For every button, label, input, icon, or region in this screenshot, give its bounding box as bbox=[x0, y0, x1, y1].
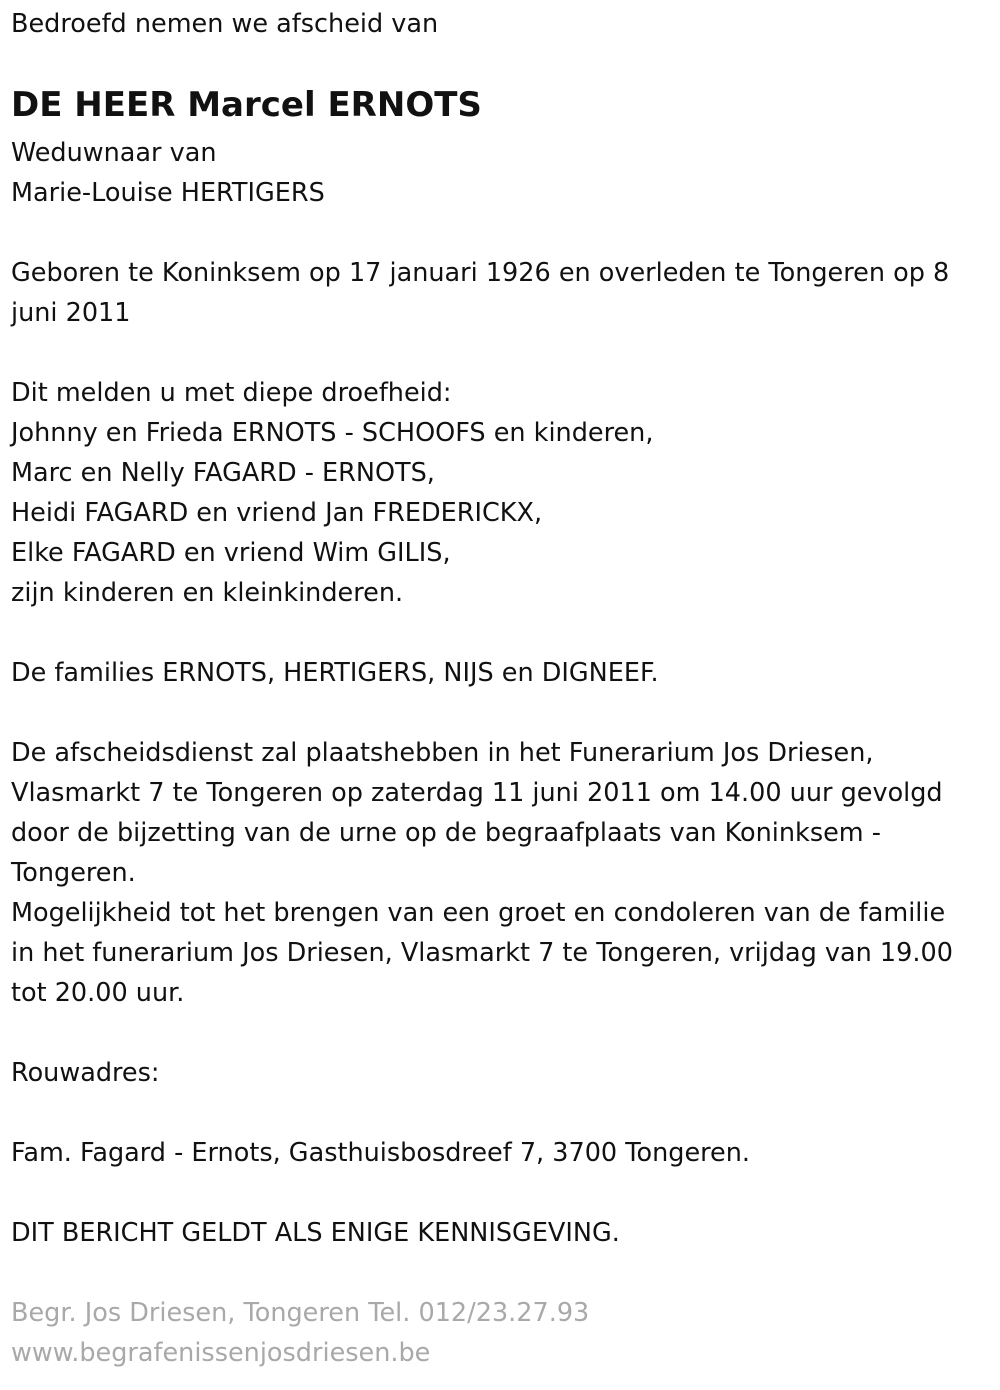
website-link[interactable]: www.begrafenissenjosdriesen.be bbox=[11, 1338, 431, 1368]
service-line: Vlasmarkt 7 te Tongeren op zaterdag 11 juni 2011 om 14.00 uur gevolgd bbox=[11, 778, 943, 808]
mourner-line: Marc en Nelly FAGARD - ERNOTS, bbox=[11, 458, 435, 488]
spouse-name: Marie-Louise HERTIGERS bbox=[11, 178, 325, 208]
mourner-line: Johnny en Frieda ERNOTS - SCHOOFS en kinderen, bbox=[11, 418, 654, 448]
service-line: tot 20.00 uur. bbox=[11, 978, 185, 1008]
families-text: De families ERNOTS, HERTIGERS, NIJS en DIGNEEF. bbox=[11, 658, 659, 688]
service-line: Tongeren. bbox=[11, 858, 136, 888]
mourner-line: Elke FAGARD en vriend Wim GILIS, bbox=[11, 538, 451, 568]
service-line: in het funerarium Jos Driesen, Vlasmarkt 7 te Tongeren, vrijdag van 19.00 bbox=[11, 938, 953, 968]
spouse-label: Weduwnaar van bbox=[11, 138, 217, 168]
notice-text: DIT BERICHT GELDT ALS ENIGE KENNISGEVING. bbox=[11, 1218, 620, 1248]
intro-text: Bedroefd nemen we afscheid van bbox=[11, 9, 439, 39]
birth-death-line-2: juni 2011 bbox=[11, 298, 131, 328]
deceased-name: DE HEER Marcel ERNOTS bbox=[11, 85, 482, 125]
service-line: door de bijzetting van de urne op de begraafplaats van Koninksem - bbox=[11, 818, 881, 848]
mourner-line: Heidi FAGARD en vriend Jan FREDERICKX, bbox=[11, 498, 543, 528]
address-value: Fam. Fagard - Ernots, Gasthuisbosdreef 7, 3700 Tongeren. bbox=[11, 1138, 751, 1168]
address-label: Rouwadres: bbox=[11, 1058, 160, 1088]
service-line: Mogelijkheid tot het brengen van een groet en condoleren van de familie bbox=[11, 898, 946, 928]
birth-death-line-1: Geboren te Koninksem op 17 januari 1926 en overleden te Tongeren op 8 bbox=[11, 258, 950, 288]
mourners-heading: Dit melden u met diepe droefheid: bbox=[11, 378, 452, 408]
service-line: De afscheidsdienst zal plaatshebben in het Funerarium Jos Driesen, bbox=[11, 738, 874, 768]
mourner-line: zijn kinderen en kleinkinderen. bbox=[11, 578, 404, 608]
undertaker-info: Begr. Jos Driesen, Tongeren Tel. 012/23.27.93 bbox=[11, 1298, 590, 1328]
